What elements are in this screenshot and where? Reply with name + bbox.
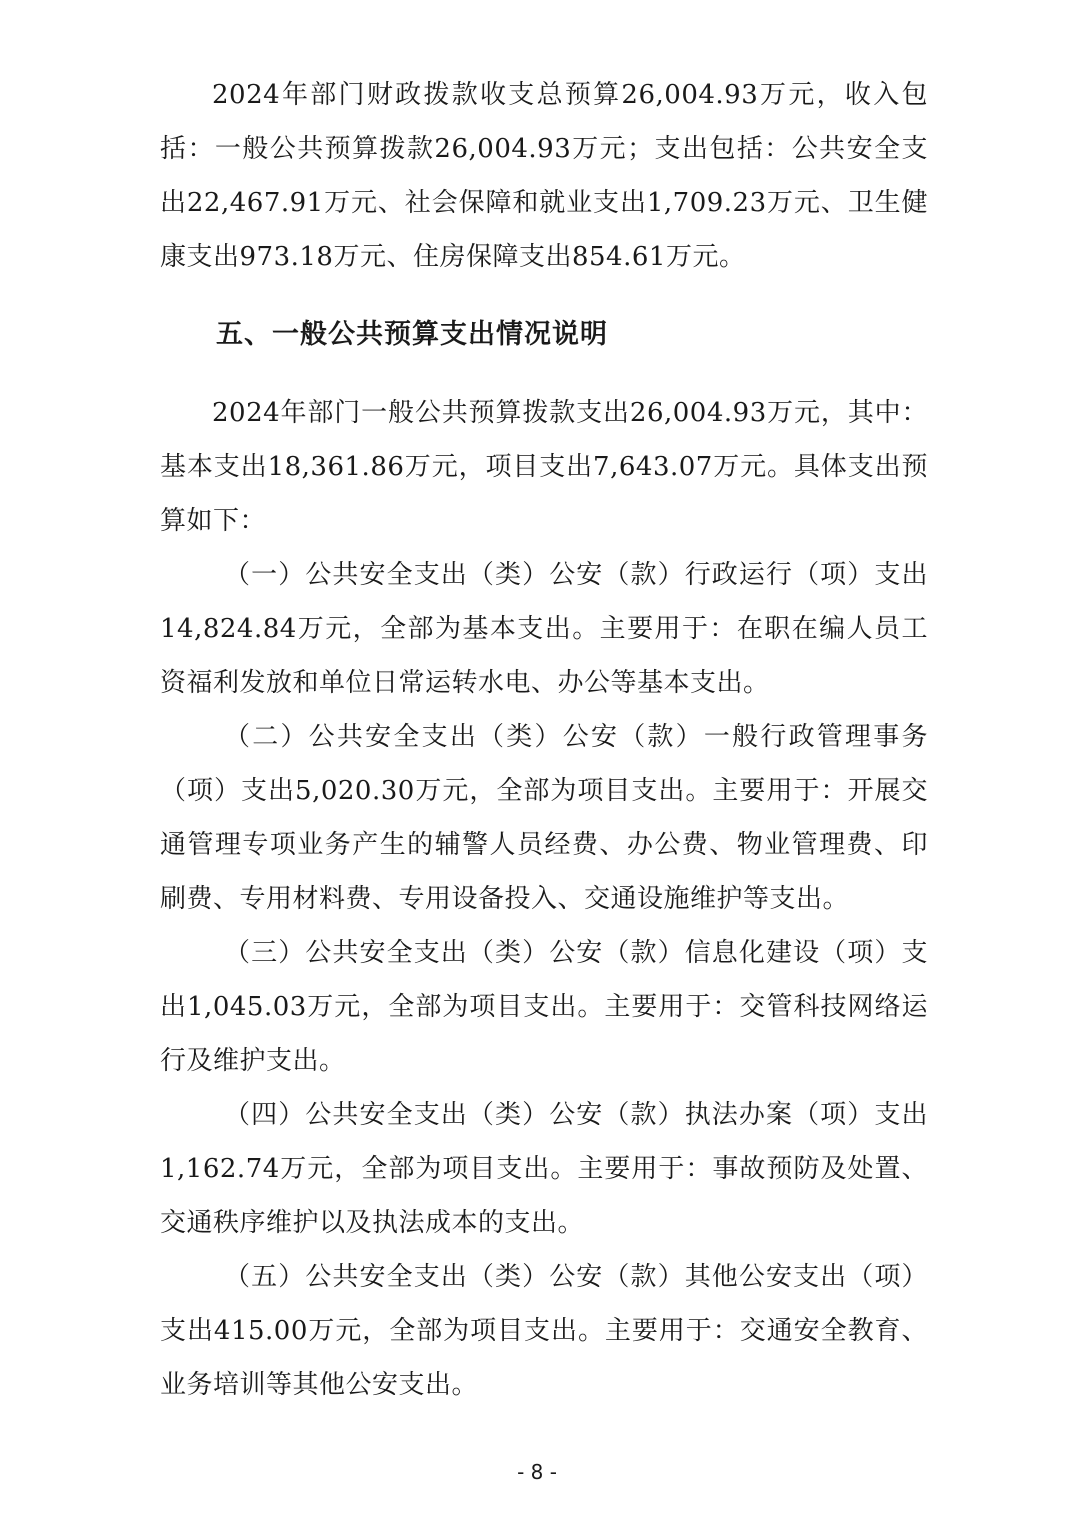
expenditure-item-4: （四）公共安全支出（类）公安（款）执法办案（项）支出1,162.74万元，全部为项目支出。主要用于：事故预防及处置、交通秩序维护以及执法成本的支出。 [160, 1100, 928, 1238]
section-heading: 五、一般公共预算支出情况说明 [216, 319, 608, 350]
intro-paragraph: 2024年部门财政拨款收支总预算26,004.93万元，收入包括：一般公共预算拨款26,004.93万元；支出包括：公共安全支出22,467.91万元、社会保障和就业支出1,709.23万元、卫生健康支出973.18万元、住房保障支出854.61万元。 [160, 80, 928, 272]
expenditure-item-1: （一）公共安全支出（类）公安（款）行政运行（项）支出14,824.84万元，全部为基本支出。主要用于：在职在编人员工资福利发放和单位日常运转水电、办公等基本支出。 [160, 560, 928, 698]
document-body [160, 68, 928, 1412]
summary-paragraph: 2024年部门一般公共预算拨款支出26,004.93万元，其中：基本支出18,361.86万元，项目支出7,643.07万元。具体支出预算如下： [160, 398, 928, 536]
expenditure-item-3: （三）公共安全支出（类）公安（款）信息化建设（项）支出1,045.03万元，全部为项目支出。主要用于：交管科技网络运行及维护支出。 [160, 938, 928, 1076]
expenditure-item-2: （二）公共安全支出（类）公安（款）一般行政管理事务（项）支出5,020.30万元，全部为项目支出。主要用于：开展交通管理专项业务产生的辅警人员经费、办公费、物业管理费、印刷费、专用材料费、专用设备投入、交通设施维护等支出。 [160, 722, 928, 914]
expenditure-item-5: （五）公共安全支出（类）公安（款）其他公安支出（项）支出415.00万元，全部为项目支出。主要用于：交通安全教育、业务培训等其他公安支出。 [160, 1262, 928, 1400]
page-number: - 8 - [517, 1460, 557, 1484]
